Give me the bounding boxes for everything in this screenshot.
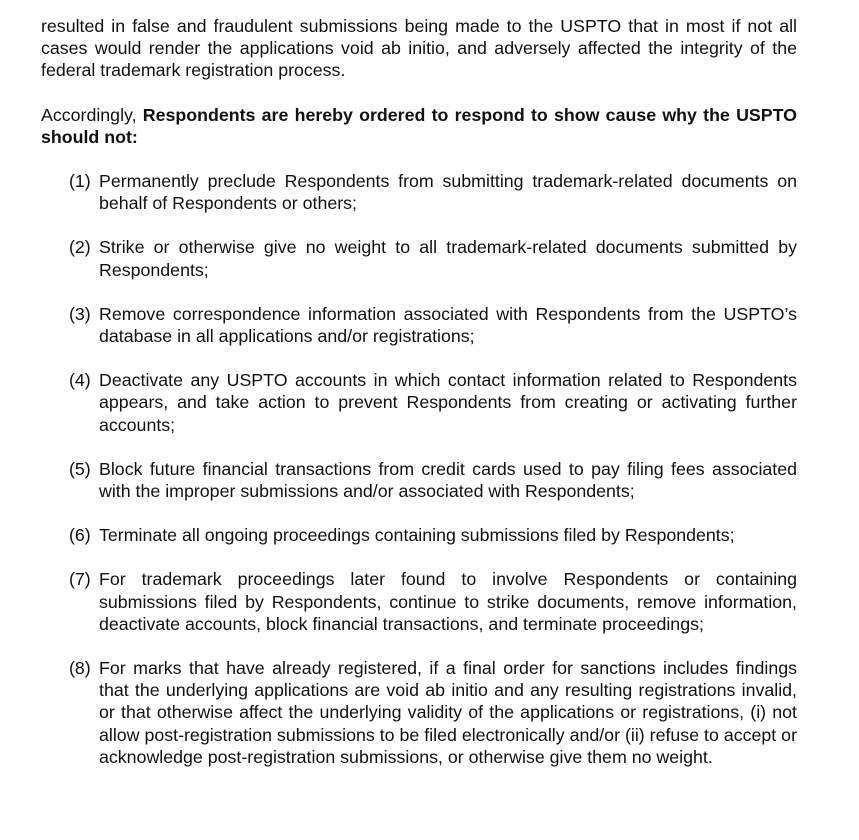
list-item-number: (8) xyxy=(69,658,91,679)
intro-paragraph: resulted in false and fraudulent submissions being made to the USPTO that in most if not all cases would render the applications void ab initio, and adversely affected the integrity of the federal trademark registration process. xyxy=(41,16,797,81)
order-paragraph xyxy=(41,104,797,148)
list-item xyxy=(69,170,797,214)
list-item xyxy=(69,236,797,280)
list-item-text: For marks that have already registered, if a final order for sanctions includes findings that the underlying applications are void ab initio and any resulting registrations invalid, or that otherwise affect the underlying validity of the applications or registrations, (i) not allow post-registration submissions to be filed electronically and/or (ii) refuse to accept or acknowledge post-registration submissions, or otherwise give them no weight. xyxy=(99,658,797,767)
list-item xyxy=(69,524,797,546)
list-item-text: Strike or otherwise give no weight to all trademark-related documents submitted by Respondents; xyxy=(99,237,797,280)
list-item xyxy=(69,657,797,768)
list-item-text: For trademark proceedings later found to involve Respondents or containing submissions filed by Respondents, continue to strike documents, remove information, deactivate accounts, block financial transactions, and terminate proceedings; xyxy=(99,569,797,634)
list-item-number: (4) xyxy=(69,370,91,391)
list-item xyxy=(69,303,797,347)
list-item xyxy=(69,568,797,635)
list-item-number: (3) xyxy=(69,303,91,324)
list-item xyxy=(69,458,797,502)
list-item-text: Deactivate any USPTO accounts in which contact information related to Respondents appears, and take action to prevent Respondents from creating or activating further accounts; xyxy=(99,370,797,435)
list-item-number: (1) xyxy=(69,171,91,192)
list-item-number: (2) xyxy=(69,237,91,258)
sanctions-list xyxy=(41,170,797,768)
list-item-number: (6) xyxy=(69,525,91,546)
list-item-text: Remove correspondence information associated with Respondents from the USPTO’s database in all applications and/or registrations; xyxy=(99,303,797,347)
list-item-number: (5) xyxy=(69,458,91,479)
list-item-text: Permanently preclude Respondents from submitting trademark-related documents on behalf of Respondents or others; xyxy=(99,171,797,214)
list-item xyxy=(69,369,797,436)
order-prefix: Accordingly, xyxy=(41,104,143,125)
order-bold-text: Respondents are hereby ordered to respond to show cause why the USPTO should not: xyxy=(41,104,797,147)
list-item-text: Block future financial transactions from credit cards used to pay filing fees associated with the improper submissions and/or associated with Respondents; xyxy=(99,458,797,502)
list-item-number: (7) xyxy=(69,569,91,590)
list-item-text: Terminate all ongoing proceedings containing submissions filed by Respondents; xyxy=(99,525,735,546)
